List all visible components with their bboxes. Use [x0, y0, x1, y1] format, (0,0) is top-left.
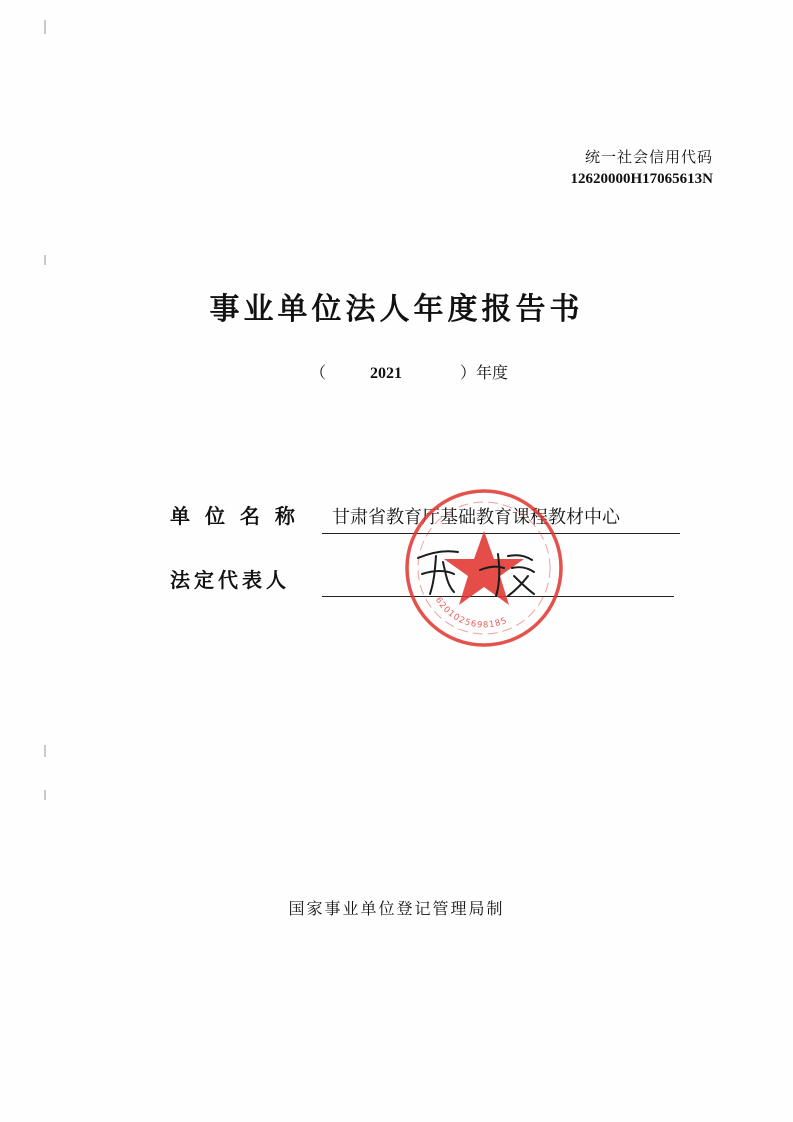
year-open-paren: （ [310, 363, 327, 382]
scan-mark [44, 20, 46, 34]
year-suffix: ）年度 [460, 363, 509, 382]
report-year-line [310, 360, 508, 383]
credit-code-value: 12620000H17065613N [570, 171, 713, 187]
credit-code-block [571, 146, 714, 188]
report-year: 2021 [370, 365, 402, 382]
scan-mark [44, 790, 46, 800]
credit-code-label: 统一社会信用代码 [584, 148, 713, 166]
unit-name-value: 甘肃省教育厅基础教育课程教材中心 [332, 507, 620, 528]
seal-number: 6201025698185 [432, 595, 510, 631]
legal-rep-label: 法定代表人 [170, 568, 290, 592]
unit-name-label: 单 位 名 称 [170, 504, 299, 528]
scan-mark [44, 255, 46, 265]
scan-mark [44, 745, 46, 757]
issuer-footer: 国家事业单位登记管理局制 [288, 899, 505, 918]
report-title: 事业单位法人年度报告书 [209, 292, 584, 327]
handwritten-signature [410, 540, 540, 600]
svg-text:6201025698185 [433, 596, 509, 631]
legal-rep-row [170, 564, 320, 593]
